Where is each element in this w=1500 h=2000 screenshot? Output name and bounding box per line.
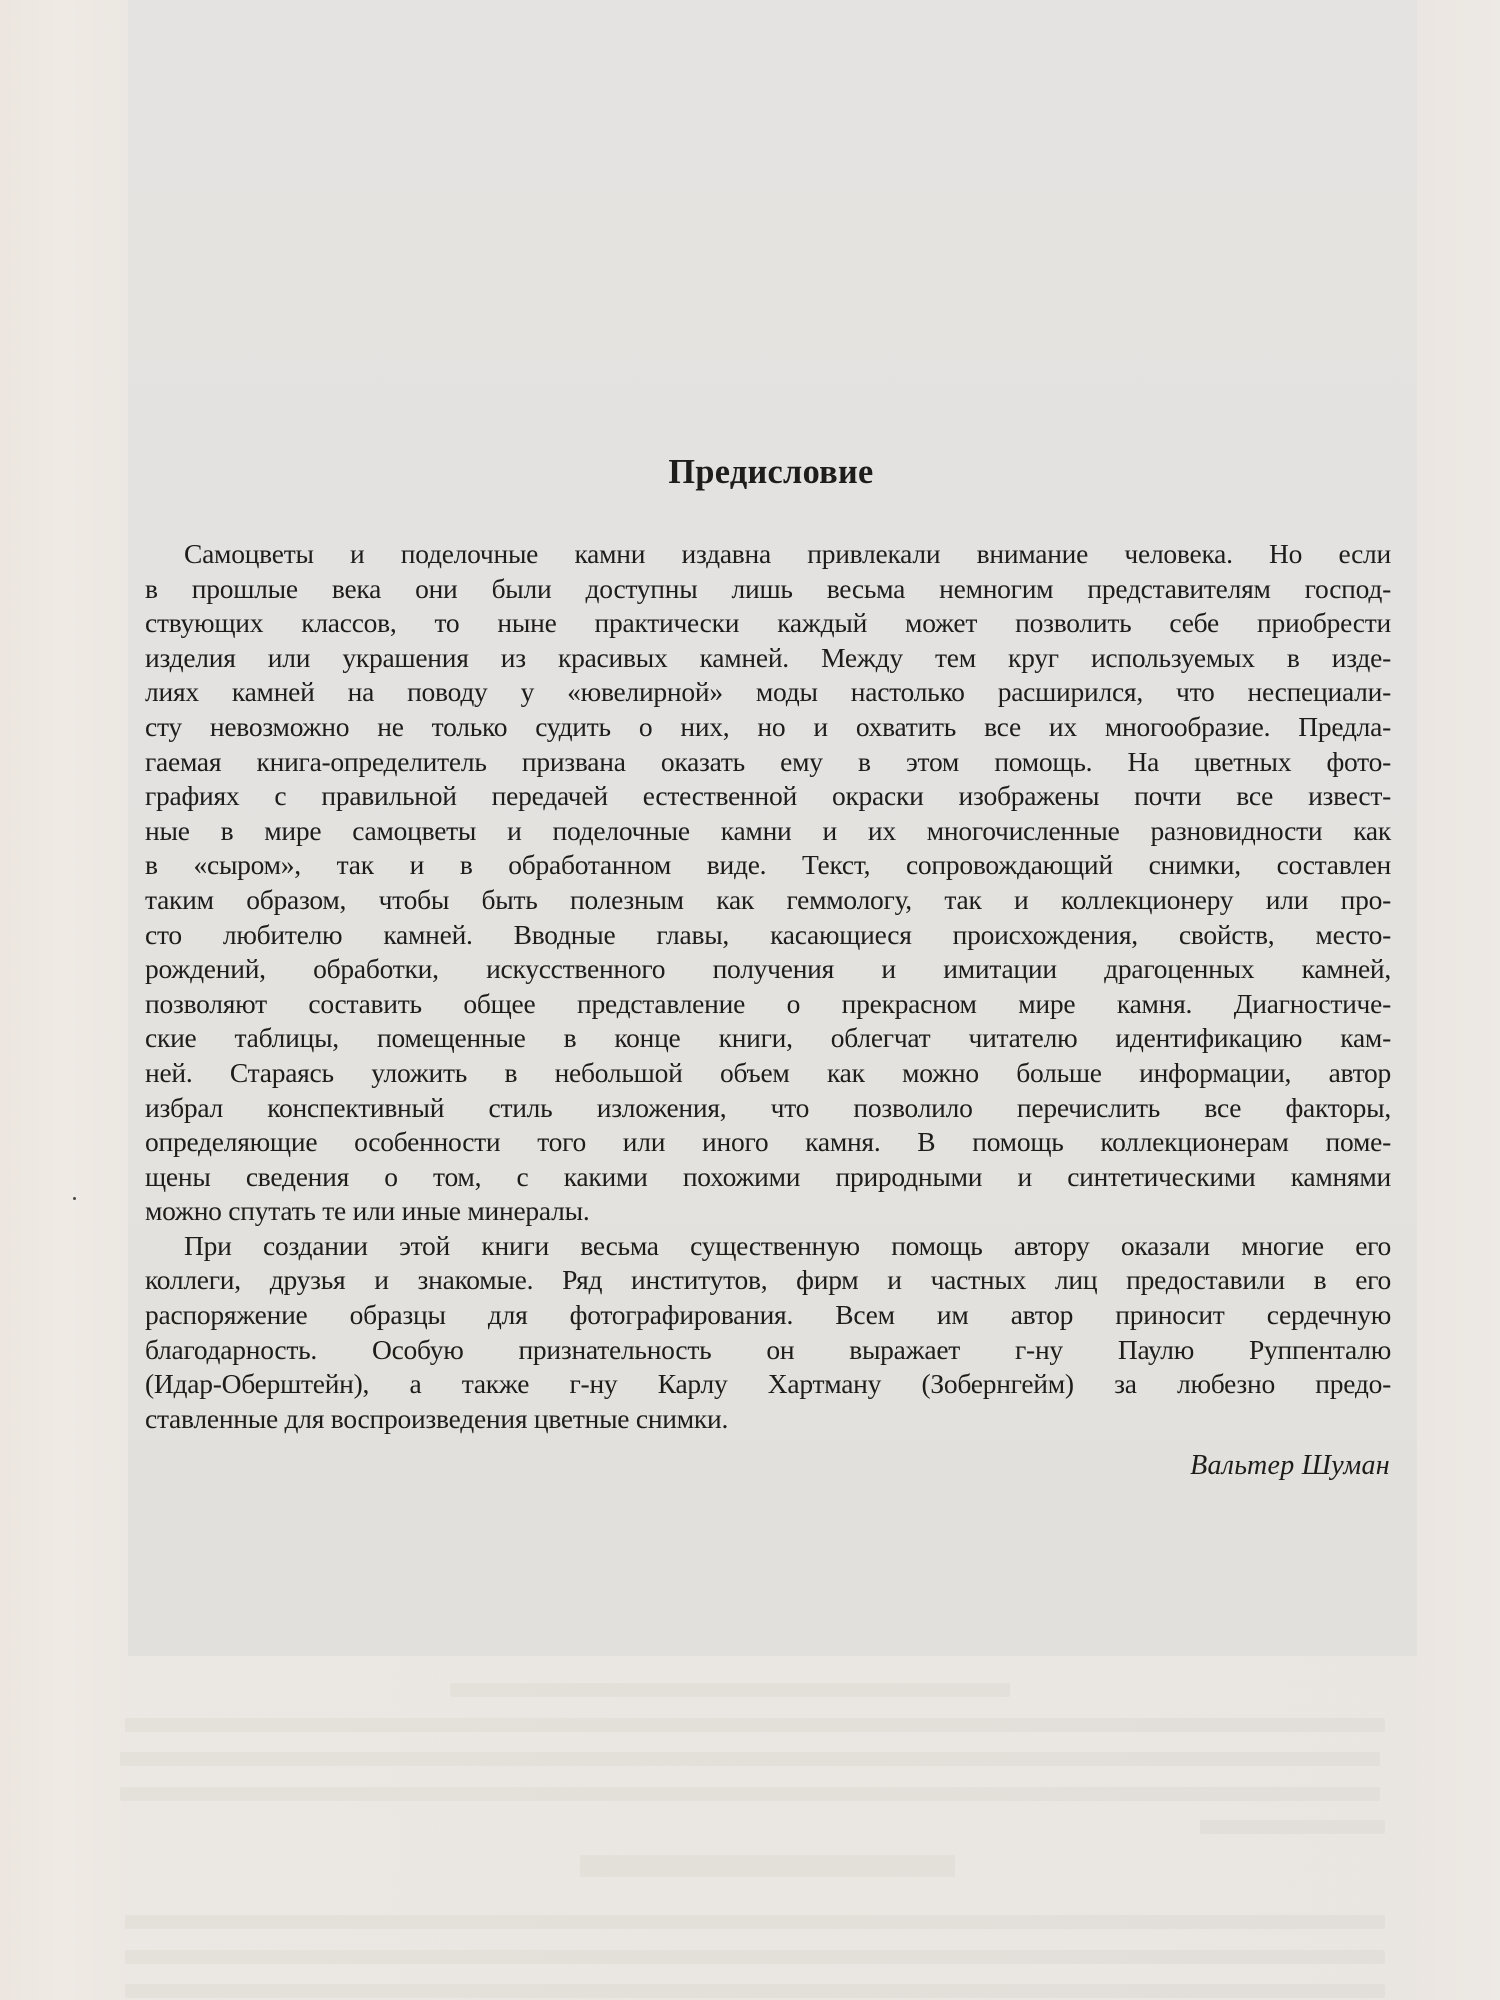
text-line: коллеги, друзья и знакомые. Ряд институтов, фирм и частных лиц предоставили в его xyxy=(145,1264,1391,1296)
text-line: таким образом, чтобы быть полезным как геммологу, так и коллекционеру или про- xyxy=(145,883,1391,915)
text-line: ставленные для воспроизведения цветные снимки. xyxy=(145,1402,729,1434)
text-line: благодарность. Особую признательность он выражает г-ну Паулю Руппенталю xyxy=(145,1333,1391,1365)
author-signature: Вальтер Шуман xyxy=(1190,1450,1390,1481)
text-line: можно спутать те или иные минералы. xyxy=(145,1195,590,1227)
bleed-line xyxy=(125,1915,1385,1929)
text-line: лиях камней на поводу у «ювелирной» моды настолько расширился, что неспециали- xyxy=(145,676,1391,708)
text-line: ные в мире самоцветы и поделочные камни и их многочисленные разновидности как xyxy=(145,814,1391,846)
paragraph-2 xyxy=(145,1229,1391,1437)
bleed-line xyxy=(120,1752,1380,1766)
text-line: (Идар-Оберштейн), а также г-ну Карлу Хартману (Зобернгейм) за любезно предо- xyxy=(145,1368,1391,1400)
text-line: ские таблицы, помещенные в конце книги, облегчат читателю идентификацию кам- xyxy=(145,1022,1391,1054)
text-line: графиях с правильной передачей естественной окраски изображены почти все извест- xyxy=(145,780,1391,812)
text-line: ствующих классов, то ныне практически каждый может позволить себе приобрести xyxy=(145,607,1391,639)
text-line: щены сведения о том, с какими похожими природными и синтетическими камнями xyxy=(145,1160,1391,1192)
text-line: Самоцветы и поделочные камни издавна привлекали внимание человека. Но если xyxy=(184,538,1391,569)
preface-body xyxy=(145,537,1391,1436)
page-title: Предисловие xyxy=(668,452,874,491)
bleed-line xyxy=(125,1950,1385,1964)
text-line: распоряжение образцы для фотографирования. Всем им автор приносит сердечную xyxy=(145,1299,1391,1331)
text-line: гаемая книга-определитель призвана оказать ему в этом помощь. На цветных фото- xyxy=(145,745,1391,777)
text-line: рождений, обработки, искусственного получения и имитации драгоценных камней, xyxy=(145,953,1391,985)
bleed-heading xyxy=(580,1855,955,1877)
text-line: в «сыром», так и в обработанном виде. Текст, сопровождающий снимки, составлен xyxy=(145,849,1391,881)
text-line: определяющие особенности того или иного камня. В помощь коллекционерам поме- xyxy=(145,1126,1391,1158)
text-line: сто любителю камней. Вводные главы, касающиеся происхождения, свойств, место- xyxy=(145,918,1391,950)
text-line: При создании этой книги весьма существенную помощь автору оказали многие его xyxy=(184,1229,1391,1261)
bleed-line xyxy=(125,1984,1385,1998)
bleed-line xyxy=(120,1787,1380,1801)
text-line: сту невозможно не только судить о них, но и охватить все их многообразие. Предла- xyxy=(145,710,1391,742)
text-line: изделия или украшения из красивых камней. Между тем круг используемых в изде- xyxy=(145,641,1391,673)
bleed-line xyxy=(450,1683,1010,1697)
print-speck xyxy=(73,1197,76,1200)
page-edge xyxy=(1417,0,1500,2000)
text-line: позволяют составить общее представление о прекрасном мире камня. Диагностиче- xyxy=(145,987,1391,1019)
text-line: в прошлые века они были доступны лишь весьма немногим представителям господ- xyxy=(145,572,1391,604)
paragraph-1 xyxy=(145,537,1391,1229)
text-line: ней. Стараясь уложить в небольшой объем как можно больше информации, автор xyxy=(145,1056,1391,1088)
bleed-line xyxy=(125,1718,1385,1732)
bleed-line xyxy=(1200,1820,1385,1834)
text-line: избрал конспективный стиль изложения, что позволило перечислить все факторы, xyxy=(145,1091,1391,1123)
